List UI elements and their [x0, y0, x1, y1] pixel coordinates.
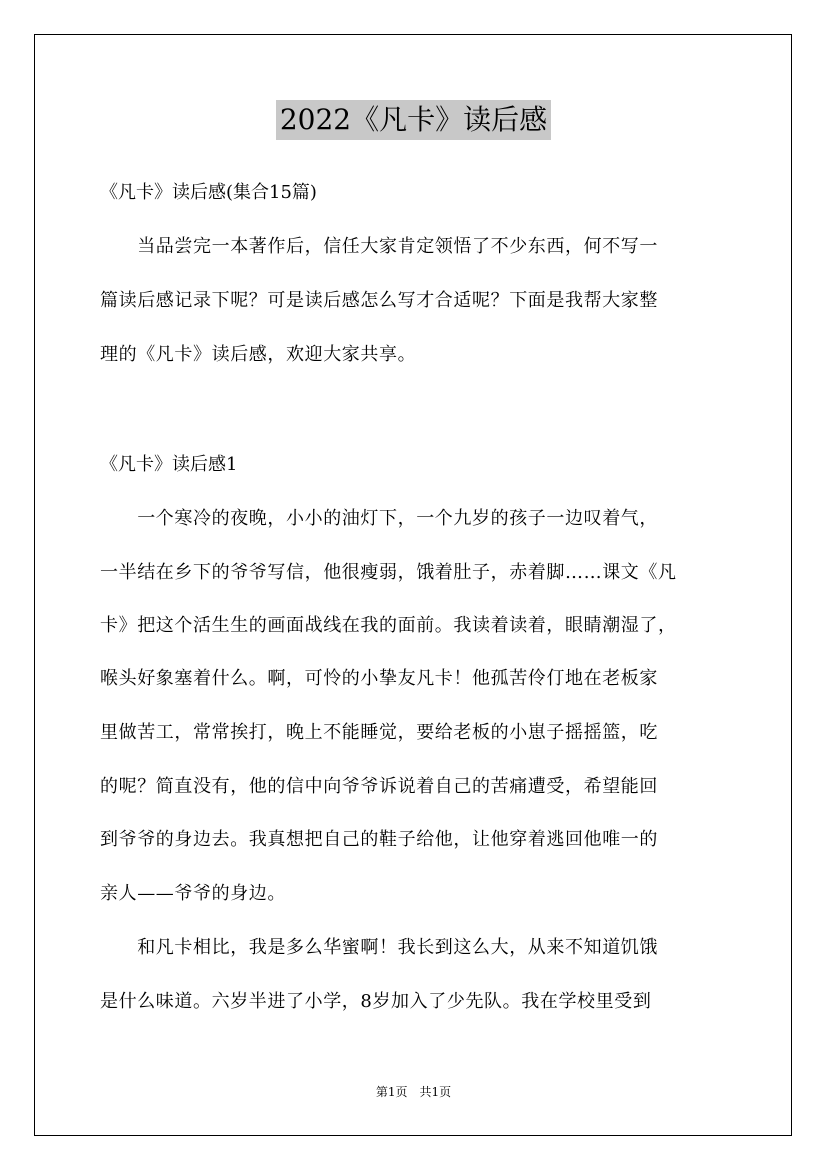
intro-line-2: 篇读后感记录下呢？可是读后感怎么写才合适呢？下面是我帮大家整 [100, 290, 658, 311]
section1-para2-line-1: 和凡卡相比，我是多么华蜜啊！我长到这么大，从来不知道饥饿 [100, 937, 658, 958]
section1-line-8: 亲人——爷爷的身边。 [100, 883, 286, 904]
section1-line-6: 的呢？简直没有，他的信中向爷爷诉说着自己的苦痛遭受，希望能回 [100, 776, 658, 797]
section1-para2-line-2: 是什么味道。六岁半进了小学，8岁加入了少先队。我在学校里受到 [100, 991, 652, 1012]
document-title-text: 2022《凡卡》读后感 [276, 100, 551, 140]
document-subtitle: 《凡卡》读后感(集合15篇) [100, 182, 317, 203]
document-title [0, 100, 827, 140]
section1-line-2: 一半结在乡下的爷爷写信，他很瘦弱，饿着肚子，赤着脚……课文《凡 [100, 562, 677, 583]
section1-line-7: 到爷爷的身边去。我真想把自己的鞋子给他，让他穿着逃回他唯一的 [100, 829, 658, 850]
intro-line-3: 理的《凡卡》读后感，欢迎大家共享。 [100, 344, 417, 365]
section-heading-1: 《凡卡》读后感1 [100, 454, 238, 475]
page-number: 第1页 共1页 [375, 1085, 452, 1099]
section1-line-5: 里做苦工，常常挨打，晚上不能睡觉，要给老板的小崽子摇摇篮，吃 [100, 722, 658, 743]
section1-line-3: 卡》把这个活生生的画面战线在我的面前。我读着读着，眼睛潮湿了， [100, 615, 677, 636]
intro-line-1: 当品尝完一本著作后，信任大家肯定领悟了不少东西，何不写一 [100, 236, 658, 257]
section1-line-1: 一个寒冷的夜晚，小小的油灯下，一个九岁的孩子一边叹着气， [100, 508, 658, 529]
section1-line-4: 喉头好象塞着什么。啊，可怜的小挚友凡卡！他孤苦伶仃地在老板家 [100, 668, 658, 689]
